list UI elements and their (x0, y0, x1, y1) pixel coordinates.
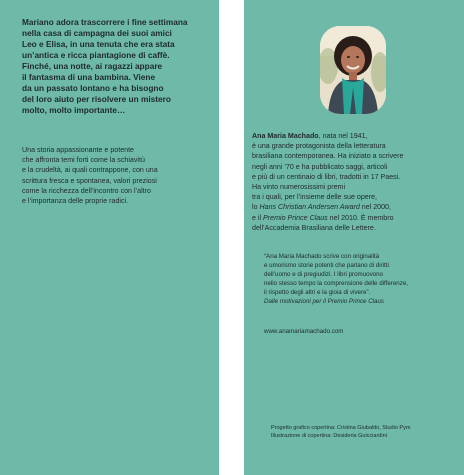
author-website-link[interactable]: www.anamariamachado.com (264, 328, 344, 335)
page-gutter (219, 0, 244, 475)
bio-line: tra i quali, per l’insieme delle sue opere, (252, 193, 377, 202)
quote-line: nello stesso tempo la comprensione delle differenze, (264, 279, 409, 287)
bio-line: negli anni ’70 e ha pubblicato saggi, articoli (252, 162, 388, 171)
author-portrait-icon (320, 26, 386, 114)
author-photo (320, 26, 386, 114)
bio-line: Ha vinto numerosissimi premi (252, 183, 346, 192)
bio-line: è una grande protagonista della letteratura (252, 142, 386, 151)
credit-illustration: Illustrazione di copertina: Desideria Guicciardini (271, 432, 387, 439)
quote-line: e umorismo storie potenti che parlano di diritti (264, 261, 389, 269)
bio-line: e più di un centinaio di libri, tradotti in 17 Paesi. (252, 172, 401, 181)
quote-line: il rispetto degli altri e la gioia di vivere”. (264, 288, 371, 296)
bio-line: lo Hans Christian Andersen Award nel 2000, (252, 203, 391, 212)
credit-design: Progetto grafico copertina: Cristina Giubaldo, Studio Pym (271, 425, 411, 431)
award-andersen: Hans Christian Andersen Award (259, 203, 360, 212)
quote-line: dell’uomo e di pregiudizi. I libri promuovono (264, 270, 384, 278)
left-flap (0, 0, 219, 475)
bio-line: Ana Maria Machado, nata nel 1941, (252, 132, 368, 140)
cover-credits (271, 425, 410, 440)
bio-line: brasiliana contemporanea. Ha iniziato a scrivere (252, 152, 404, 161)
prize-quote (264, 253, 456, 306)
summary-text: Una storia appassionante e potente che affronta temi forti come la schiavitù e la crudeltà, ai quali contrappone, con una scrittura fresca e spontanea, valori preziosi come la ricchezza dell’incontro con l’altro e l’importanza delle proprie radici. (22, 146, 158, 206)
bio-line: dell’Accademia Brasiliana delle Lettere. (252, 223, 376, 232)
quote-line: “Ana Maria Machado scrive con originalità (264, 253, 380, 260)
author-name: Ana Maria Machado (252, 132, 319, 140)
bio-line: e il Premio Prince Claus nel 2010. È membro (252, 213, 394, 222)
quote-source: Dalle motivazioni per il Premio Prince Claus (264, 297, 385, 305)
author-bio (252, 131, 456, 233)
blurb-text: Mariano adora trascorrere i fine settimana nella casa di campagna dei suoi amici Leo e Elisa, in una tenuta che era stata un’antica e ricca piantagione di caffè. Finché, una notte, ai ragazzi appare il fantasma di una bambina. Viene da un passato lontano e ha bisogno del loro aiuto per risolvere un mistero molto, molto importante… (22, 17, 188, 115)
award-prince-claus: Premio Prince Claus (263, 213, 328, 222)
